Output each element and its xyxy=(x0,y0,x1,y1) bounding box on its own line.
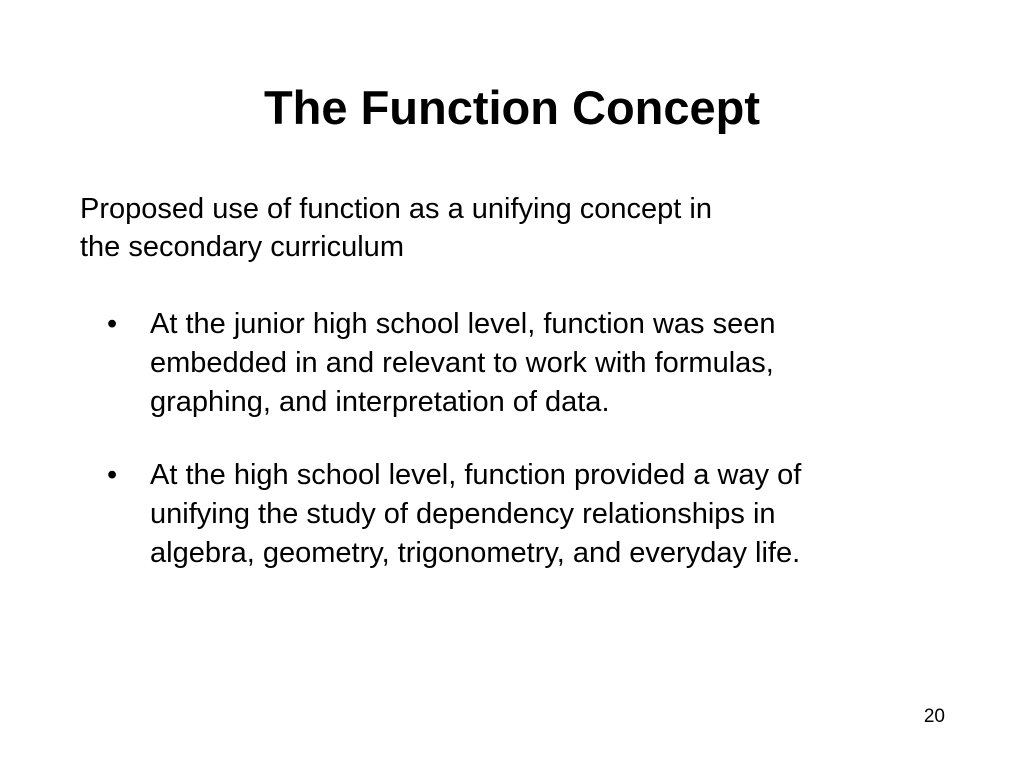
page-number: 20 xyxy=(923,706,945,727)
bullet-line: At the high school level, function provided a way of xyxy=(150,459,802,491)
bullet-line: algebra, geometry, trigonometry, and everyday life. xyxy=(150,537,801,569)
bullet-line: graphing, and interpretation of data. xyxy=(150,386,610,418)
bullet-line: embedded in and relevant to work with formulas, xyxy=(150,347,774,379)
slide-title: The Function Concept xyxy=(263,81,761,134)
intro-text xyxy=(80,190,940,266)
intro-line: Proposed use of function as a unifying concept in xyxy=(80,193,712,225)
bullet-icon: • xyxy=(107,459,118,491)
bullet-icon: • xyxy=(107,308,118,340)
intro-line: the secondary curriculum xyxy=(80,231,404,263)
bullet-text xyxy=(150,305,940,422)
bullet-line: unifying the study of dependency relationships in xyxy=(150,498,776,530)
bullet-line: At the junior high school level, function was seen xyxy=(150,308,776,340)
bullet-text xyxy=(150,456,940,573)
